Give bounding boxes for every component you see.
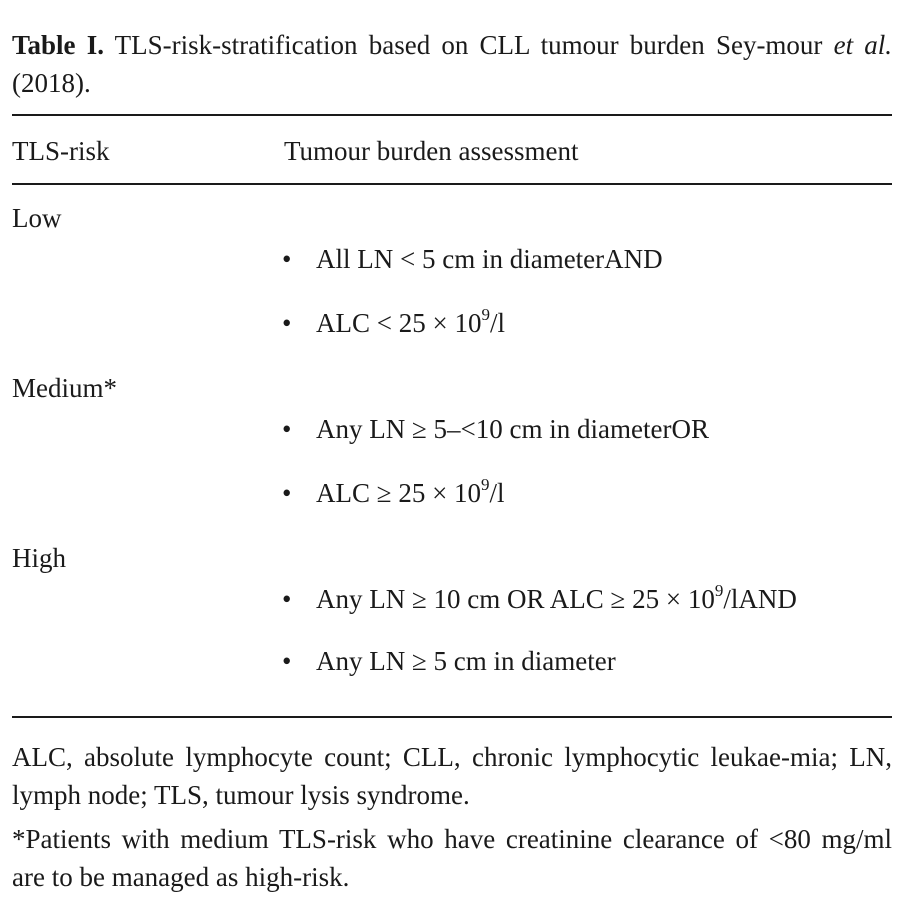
bottom-rule [12, 716, 892, 718]
header-tumour-burden: Tumour burden assessment [284, 136, 579, 166]
caption-year: (2018). [12, 68, 91, 98]
bullet-dot: • [282, 646, 292, 676]
top-rule [12, 114, 892, 116]
table-caption [12, 26, 892, 102]
bullet-high-1 [282, 581, 797, 614]
caption-text: TLS-risk-stratification based on CLL tumour burden Sey-mour [114, 30, 823, 60]
bullet-text: All LN < 5 cm in diameterAND [316, 244, 663, 274]
bullet-high-2 [282, 646, 616, 676]
bullet-text: ALC < 25 × 10 [316, 308, 482, 338]
caption-italic: et al. [833, 30, 893, 60]
footnote-abbreviations: ALC, absolute lymphocyte count; CLL, chronic lymphocytic leukae-mia; LN, lymph node; TLS, tumour lysis syndrome. [12, 742, 892, 810]
footnote-asterisk: *Patients with medium TLS-risk who have creatinine clearance of <80 mg/ml are to be managed as high-risk. [12, 824, 892, 892]
bullet-tail: /lAND [723, 584, 797, 614]
risk-high: High [12, 543, 66, 573]
bullet-superscript: 9 [714, 581, 724, 600]
bullet-dot: • [282, 414, 292, 444]
bullet-superscript: 9 [481, 305, 490, 324]
risk-medium: Medium* [12, 373, 117, 403]
bullet-dot: • [282, 478, 292, 508]
risk-low: Low [12, 203, 62, 233]
header-rule [12, 183, 892, 185]
bullet-text: Any LN ≥ 5–<10 cm in diameterOR [316, 414, 709, 444]
bullet-text: Any LN ≥ 5 cm in diameter [316, 646, 616, 676]
bullet-dot: • [282, 244, 292, 274]
bullet-text: ALC ≥ 25 × 10 [316, 478, 482, 508]
bullet-low-2 [282, 305, 505, 338]
bullet-tail: /l [489, 478, 505, 508]
bullet-text: Any LN ≥ 10 cm OR ALC ≥ 25 × 10 [316, 584, 715, 614]
bullet-dot: • [282, 584, 292, 614]
bullet-dot: • [282, 308, 292, 338]
bullet-tail: /l [489, 308, 505, 338]
bullet-superscript: 9 [481, 475, 490, 494]
caption-label: Table I. [12, 30, 104, 60]
bullet-medium-2 [282, 475, 505, 508]
bullet-low-1 [282, 244, 663, 274]
bullet-medium-1 [282, 414, 709, 444]
header-tls-risk: TLS-risk [12, 136, 110, 166]
